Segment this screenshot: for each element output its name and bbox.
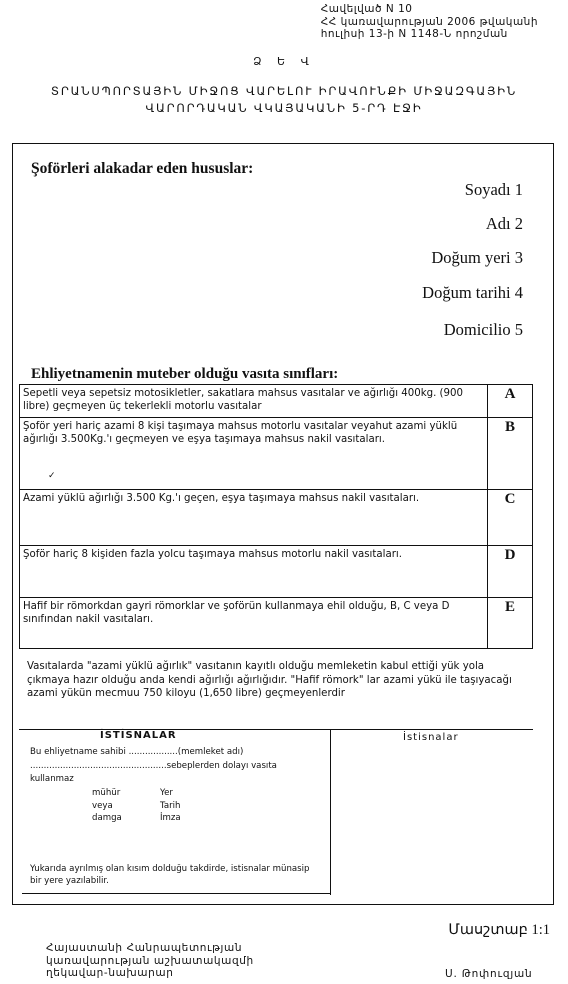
exceptions-right-title: İstisnalar [403,732,459,743]
stamp-label: mühür [92,788,121,798]
place-label: Yer [160,788,173,798]
exceptions-top-rule [19,729,533,730]
class-c-letter: C [488,490,533,546]
class-a-letter: A [488,385,533,418]
date-label: Tarih [160,800,181,811]
signatory-name: Ս. Թոփուզյան [445,968,533,980]
field-domicile: Domicilio 5 [443,320,523,339]
exceptions-reason-line: ..................................................sebeplerden dolayı vasıta [30,761,277,771]
class-d-letter: D [488,546,533,598]
exceptions-footer-note: Yukarıda ayrılmış olan kısım dolduğu takdirde, istisnalar münasip bir yere yazılabilir. [30,864,310,886]
field-surname: Soyadı 1 [464,180,523,199]
signature-label: İmza [160,813,181,823]
class-e-description: Hafif bir römorkdan gayri römorklar ve şoförün kullanmaya ehil olduğu, B, C veya D sınıfından nakil vasıtaları. [20,598,488,649]
document-title-line-2: ՎԱՐՈՐԴԱԿԱՆ ՎԿԱՅԱԿԱՆԻ 5-ՐԴ ԷՋԻ [145,101,423,115]
exceptions-bottom-rule [22,893,330,894]
class-row-a [20,385,533,418]
class-a-description: Sepetli veya sepetsiz motosikletler, sakatlara mahsus vasıtalar ve ağırlığı 400kg. (900 libre) geçmeyen üç tekerlekli motorlu vasıtalar [20,385,488,418]
exceptions-holder-line: Bu ehliyetname sahibi ..................(memleket adı) [30,747,244,757]
vehicle-classes-table [19,384,533,649]
exceptions-left-title: İSTİSNALAR [100,730,177,741]
vehicle-classes-heading: Ehliyetnamenin muteber olduğu vasıta sınıfları: [31,366,339,382]
form-label: Ձ Ե Վ [253,55,315,68]
class-d-description: Şoför hariç 8 kişiden fazla yolcu taşımaya mahsus motorlu nakil vasıtaları. [20,546,488,598]
appendix-line-2: ՀՀ կառավարության 2006 թվականի [320,15,538,28]
drivers-section-heading: Şoförleri alakadar eden hususlar: [31,160,254,177]
class-b-letter: B [488,418,533,490]
signatory-line-2: կառավարության աշխատակազմի [46,954,254,967]
stamp-place-grid [92,787,228,825]
gross-weight-note: Vasıtalarda "azami yüklü ağırlık" vasıtanın kayıtlı olduğu memleketin kabul ettiği yük yola çıkmaya hazır olduğu anda kendi ağırlığı ağırlığıdır. "Hafif römork" lar azami yükü ile taşıyacağı azami yükün mecmuu 750 kiloyu (1,650 libre) geçmeyenlerdir [27,661,512,699]
exceptions-no-drive-line: kullanmaz [30,774,74,784]
or-label: veya [92,800,113,811]
signatory-title [46,942,254,980]
class-row-e [20,598,533,649]
class-c-description: Azami yüklü ağırlığı 3.500 Kg.'ı geçen, eşya taşımaya mahsus nakil vasıtaları. [20,490,488,546]
class-row-c [20,490,533,546]
scale-label: Մասշտաբ 1:1 [448,922,550,938]
field-birthdate: Doğum tarihi 4 [422,283,523,302]
signatory-line-1: Հայաստանի Հանրապետության [46,942,243,954]
appendix-header [321,3,538,41]
appendix-line-3: հուլիսի 13-ի N 1148-Ն որոշման [320,28,508,40]
class-row-d [20,546,533,598]
exceptions-divider [330,729,331,895]
class-b-description: Şoför yeri hariç azami 8 kişi taşımaya mahsus motorlu vasıtalar veyahut azami yüklü ağırlığı 3.500Kg.'ı geçmeyen ve eşya taşımaya mahsus nakil vasıtaları. [23,421,458,445]
field-name: Adı 2 [485,214,523,233]
class-e-letter: E [488,598,533,649]
seal-label: damga [92,813,122,823]
class-row-b [20,418,533,490]
signatory-line-3: ղեկավար-նախարար [46,967,174,979]
field-birthplace: Doğum yeri 3 [431,248,523,267]
document-title [0,83,568,117]
class-b-cell [20,418,488,490]
document-title-line-1: ՏՐԱՆՍՊՈՐՏԱՅԻՆ ՄԻՋՈՑ ՎԱՐԵԼՈՒ ԻՐԱՎՈՒՆՔԻ ՄԻՋԱԶԳԱՅԻՆ [50,84,518,98]
appendix-line-1: Հավելված N 10 [320,3,413,15]
class-b-checkmark: ✓ [48,471,56,481]
